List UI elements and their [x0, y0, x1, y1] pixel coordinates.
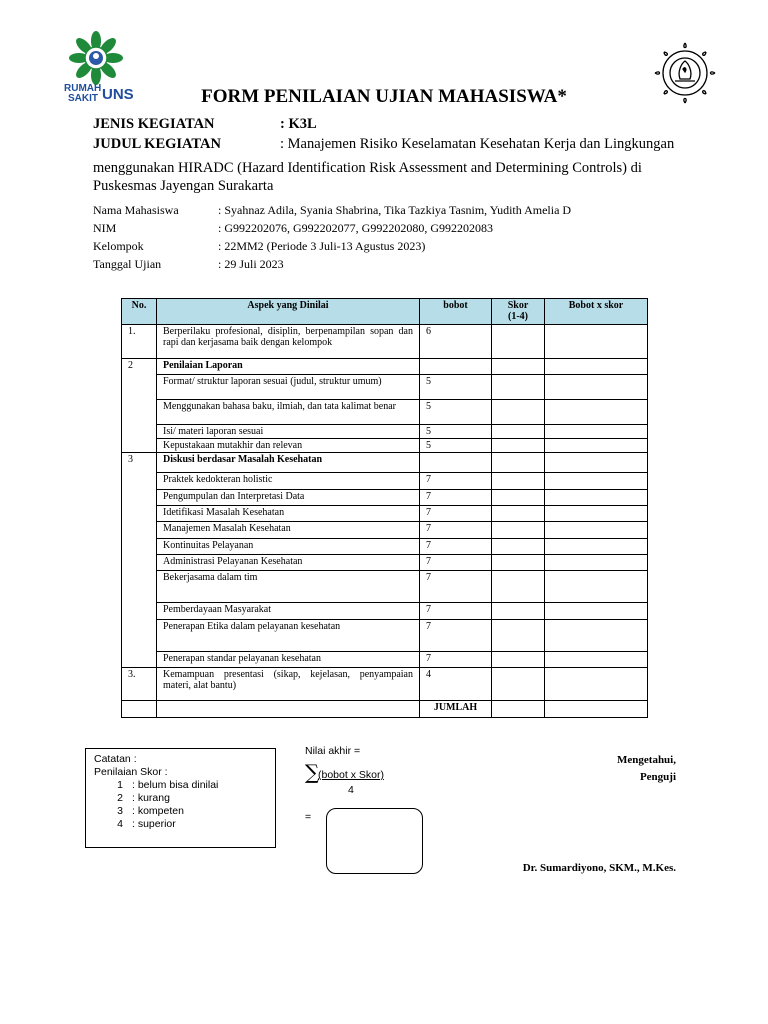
form-title: FORM PENILAIAN UJIAN MAHASISWA* — [201, 86, 567, 107]
nama-mahasiswa-value: : Syahnaz Adila, Syania Shabrina, Tika Tazkiya Tasnim, Yudith Amelia D — [218, 203, 572, 217]
row-aspek: Praktek kedokteran holistic — [157, 473, 420, 490]
row-aspek: Administrasi Pelayanan Kesehatan — [157, 555, 420, 571]
jumlah-bobot-skor-cell[interactable] — [545, 701, 648, 718]
nilai-akhir-label: Nilai akhir = — [305, 745, 361, 757]
table-row — [122, 400, 648, 425]
header-aspek: Aspek yang Dinilai — [157, 299, 420, 325]
table-row — [122, 522, 648, 539]
table-row — [122, 453, 648, 473]
row-skor-cell[interactable] — [492, 603, 545, 620]
row-aspek: Isi/ materi laporan sesuai — [157, 425, 420, 439]
row-bobot-skor-cell[interactable] — [545, 375, 648, 400]
row-bobot-skor-cell[interactable] — [545, 539, 648, 555]
row-skor-cell[interactable] — [492, 400, 545, 425]
row-bobot-skor-cell[interactable] — [545, 668, 648, 701]
logo-uns-text: UNS — [102, 86, 134, 103]
nim-value: : G992202076, G992202077, G992202080, G992202083 — [218, 221, 493, 235]
table-header-row — [122, 299, 648, 325]
row-skor-cell[interactable] — [492, 425, 545, 439]
judul-kegiatan-label: JUDUL KEGIATAN — [93, 136, 221, 152]
table-row — [122, 473, 648, 490]
formula-equals: = — [305, 811, 312, 823]
kelompok-value: : 22MM2 (Periode 3 Juli-13 Agustus 2023) — [218, 239, 426, 253]
row-skor-cell[interactable] — [492, 539, 545, 555]
row-bobot-skor-cell[interactable] — [545, 425, 648, 439]
table-row — [122, 506, 648, 522]
table-row — [122, 439, 648, 453]
row-bobot-skor-cell[interactable] — [545, 490, 648, 506]
row-bobot-skor-cell[interactable] — [545, 506, 648, 522]
row-skor-cell[interactable] — [492, 522, 545, 539]
row-skor-cell[interactable] — [492, 571, 545, 603]
table-total-row — [122, 701, 648, 718]
formula-denominator: 4 — [348, 784, 354, 796]
row-aspek: Penerapan standar pelayanan kesehatan — [157, 652, 420, 668]
logo-sakit-text: SAKIT — [68, 93, 98, 104]
list-item: 4 : superior — [117, 818, 176, 830]
judul-kegiatan-value-line2: menggunakan HIRADC (Hazard Identification Risk Assessment and Determining Controls) di — [93, 160, 642, 176]
jenis-kegiatan-value: : K3L — [280, 116, 317, 132]
mengetahui-text: Mengetahui, — [617, 754, 676, 766]
table-row — [122, 652, 648, 668]
table-row — [122, 325, 648, 359]
row-aspek: Pemberdayaan Masyarakat — [157, 603, 420, 620]
row-bobot-skor-cell[interactable] — [545, 652, 648, 668]
row-bobot: 7 — [420, 652, 492, 668]
row-bobot-skor-cell[interactable] — [545, 603, 648, 620]
row-bobot: 4 — [420, 668, 492, 701]
row-bobot-skor-cell[interactable] — [545, 473, 648, 490]
table-row — [122, 425, 648, 439]
nama-mahasiswa-label: Nama Mahasiswa — [93, 203, 179, 217]
row-aspek: Penilaian Laporan — [157, 359, 420, 375]
judul-kegiatan-value-line1: : Manajemen Risiko Keselamatan Kesehatan Kerja dan Lingkungan — [280, 136, 675, 152]
table-row — [122, 490, 648, 506]
row-aspek: Diskusi berdasar Masalah Kesehatan — [157, 453, 420, 473]
row-skor-cell[interactable] — [492, 375, 545, 400]
row-bobot: 7 — [420, 620, 492, 652]
row-aspek: Kontinuitas Pelayanan — [157, 539, 420, 555]
row-aspek: Bekerjasama dalam tim — [157, 571, 420, 603]
row-bobot-skor-cell[interactable] — [545, 400, 648, 425]
examiner-name: Dr. Sumardiyono, SKM., M.Kes. — [522, 862, 676, 874]
table-row — [122, 603, 648, 620]
row-no: 1. — [122, 325, 157, 359]
row-skor-cell[interactable] — [492, 325, 545, 359]
jumlah-label: JUMLAH — [420, 701, 492, 718]
row-bobot: 7 — [420, 473, 492, 490]
row-no: 3. — [122, 668, 157, 701]
row-bobot: 7 — [420, 555, 492, 571]
row-skor-cell[interactable] — [492, 473, 545, 490]
header-bobot: bobot — [420, 299, 492, 325]
row-skor-cell[interactable] — [492, 490, 545, 506]
row-aspek: Kepustakaan mutakhir dan relevan — [157, 439, 420, 453]
row-bobot-skor-cell[interactable] — [545, 325, 648, 359]
row-bobot-skor-cell[interactable] — [545, 555, 648, 571]
notes-box — [85, 748, 276, 848]
table-row — [122, 375, 648, 400]
row-bobot: 5 — [420, 425, 492, 439]
nim-label: NIM — [93, 221, 117, 235]
header-no: No. — [122, 299, 157, 325]
row-bobot: 5 — [420, 400, 492, 425]
row-skor-cell[interactable] — [492, 555, 545, 571]
row-aspek: Menggunakan bahasa baku, ilmiah, dan tata kalimat benar — [157, 400, 420, 425]
logo-rumah-text: RUMAH — [64, 83, 102, 94]
header-skor: Skor (1-4) — [492, 299, 545, 325]
row-aspek: Idetifikasi Masalah Kesehatan — [157, 506, 420, 522]
formula-numerator: (bobot x Skor) — [318, 769, 384, 781]
notes-title: Catatan : — [94, 753, 137, 765]
row-bobot: 7 — [420, 506, 492, 522]
table-row — [122, 620, 648, 652]
list-item: 2 : kurang — [117, 792, 170, 804]
row-skor-cell[interactable] — [492, 620, 545, 652]
row-bobot: 7 — [420, 539, 492, 555]
row-bobot: 7 — [420, 490, 492, 506]
row-bobot-skor-cell[interactable] — [545, 439, 648, 453]
notes-subtitle: Penilaian Skor : — [94, 766, 168, 778]
list-item: 3 : kompeten — [117, 805, 184, 817]
row-aspek: Pengumpulan dan Interpretasi Data — [157, 490, 420, 506]
tanggal-ujian-label: Tanggal Ujian — [93, 257, 162, 271]
row-skor-cell[interactable] — [492, 439, 545, 453]
table-row — [122, 359, 648, 375]
jenis-kegiatan-label: JENIS KEGIATAN — [93, 116, 215, 132]
row-skor-cell[interactable] — [492, 453, 545, 473]
row-no: 3 — [122, 453, 157, 473]
nilai-akhir-box[interactable] — [326, 808, 423, 874]
table-row — [122, 668, 648, 701]
judul-kegiatan-value-line3: Puskesmas Jayengan Surakarta — [93, 178, 274, 194]
row-bobot: 7 — [420, 522, 492, 539]
row-bobot: 6 — [420, 325, 492, 359]
row-bobot-skor-cell[interactable] — [545, 620, 648, 652]
row-aspek: Kemampuan presentasi (sikap, kejelasan, penyampaian materi, alat bantu) — [157, 668, 420, 701]
table-row — [122, 539, 648, 555]
table-row — [122, 555, 648, 571]
row-bobot-skor-cell[interactable] — [545, 522, 648, 539]
row-skor-cell[interactable] — [492, 359, 545, 375]
row-skor-cell[interactable] — [492, 506, 545, 522]
header-bobot-x-skor: Bobot x skor — [545, 299, 648, 325]
list-item: 1 : belum bisa dinilai — [117, 779, 219, 791]
row-bobot-skor-cell[interactable] — [545, 359, 648, 375]
tanggal-ujian-value: : 29 Juli 2023 — [218, 257, 284, 271]
kelompok-label: Kelompok — [93, 239, 144, 253]
row-aspek: Manajemen Masalah Kesehatan — [157, 522, 420, 539]
row-bobot: 7 — [420, 571, 492, 603]
row-skor-cell[interactable] — [492, 668, 545, 701]
row-aspek: Penerapan Etika dalam pelayanan kesehatan — [157, 620, 420, 652]
row-bobot: 5 — [420, 375, 492, 400]
sigma-icon: ∑ — [305, 760, 320, 784]
table-row — [122, 571, 648, 603]
row-skor-cell[interactable] — [492, 652, 545, 668]
penguji-text: Penguji — [639, 771, 676, 783]
assessment-table — [121, 298, 648, 718]
row-bobot-skor-cell[interactable] — [545, 453, 648, 473]
row-no: 2 — [122, 359, 157, 375]
row-bobot-skor-cell[interactable] — [545, 571, 648, 603]
row-bobot: 5 — [420, 439, 492, 453]
row-aspek: Format/ struktur laporan sesuai (judul, struktur umum) — [157, 375, 420, 400]
jumlah-skor-cell[interactable] — [492, 701, 545, 718]
row-aspek: Berperilaku profesional, disiplin, berpenampilan sopan dan rapi dan kerjasama baik dengan kelompok — [157, 325, 420, 359]
row-bobot: 7 — [420, 603, 492, 620]
